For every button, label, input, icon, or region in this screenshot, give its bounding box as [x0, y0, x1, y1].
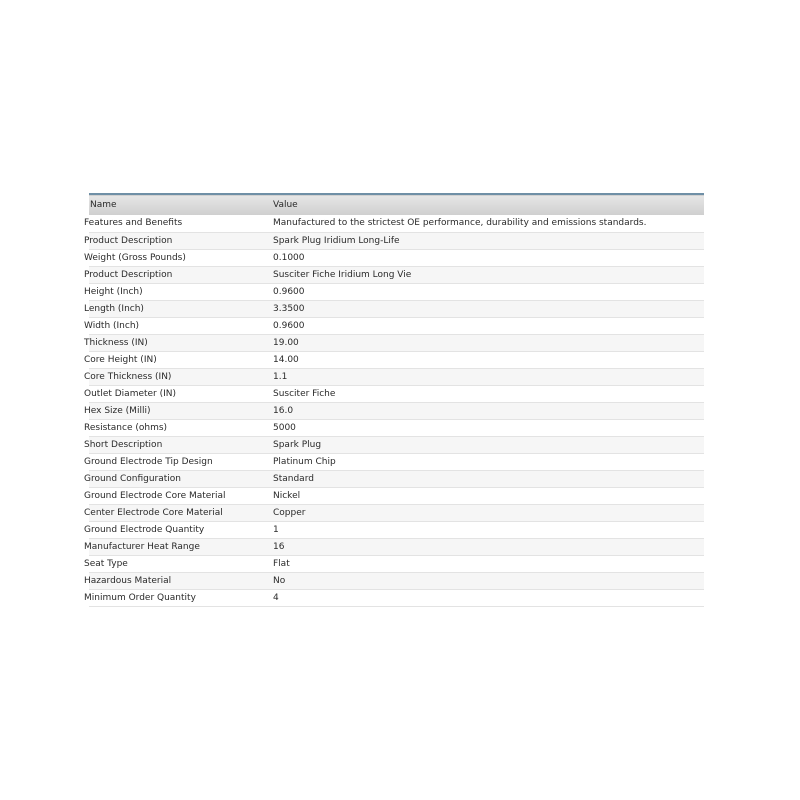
- table-row: [89, 249, 704, 266]
- property-value-cell: Spark Plug Iridium Long-Life: [273, 235, 400, 246]
- property-name-cell: Thickness (IN): [84, 337, 148, 348]
- property-name-cell: Resistance (ohms): [84, 422, 168, 433]
- table-row: [89, 419, 704, 436]
- property-value-cell: Susciter Fiche: [273, 388, 336, 399]
- property-name-cell: Seat Type: [84, 558, 128, 569]
- property-value-cell: 3.3500: [273, 303, 305, 314]
- property-name-cell: Minimum Order Quantity: [84, 592, 196, 603]
- property-value-cell: Standard: [273, 473, 314, 484]
- property-value-cell: 0.1000: [273, 252, 305, 263]
- table-row: [89, 555, 704, 572]
- property-value-cell: 1.1: [273, 371, 288, 382]
- property-value-cell: 16.0: [273, 405, 294, 416]
- property-name-cell: Product Description: [84, 269, 173, 280]
- property-value-cell: 19.00: [273, 337, 299, 348]
- property-value-cell: Susciter Fiche Iridium Long Vie: [273, 269, 412, 280]
- property-name-cell: Length (Inch): [84, 303, 144, 314]
- table-row: [89, 470, 704, 487]
- table-row: [89, 300, 704, 317]
- table-row: [89, 572, 704, 589]
- property-name-cell: Ground Electrode Core Material: [84, 490, 226, 501]
- property-name-cell: Core Height (IN): [84, 354, 157, 365]
- table-row: [89, 385, 704, 402]
- property-value-cell: Manufactured to the strictest OE performance, durability and emissions standards.: [273, 218, 647, 229]
- property-value-cell: Flat: [273, 558, 290, 569]
- property-name-cell: Ground Configuration: [84, 473, 182, 484]
- property-value-cell: 16: [273, 541, 285, 552]
- property-value-cell: 4: [273, 592, 279, 603]
- property-value-cell: Copper: [273, 507, 306, 518]
- table-row: [89, 266, 704, 283]
- property-name-cell: Manufacturer Heat Range: [84, 541, 200, 552]
- property-name-cell: Features and Benefits: [84, 218, 183, 229]
- property-name-cell: Outlet Diameter (IN): [84, 388, 177, 399]
- property-name-cell: Ground Electrode Quantity: [84, 524, 205, 535]
- property-name-cell: Core Thickness (IN): [84, 371, 172, 382]
- table-row: [89, 215, 704, 232]
- property-value-cell: Nickel: [273, 490, 301, 501]
- table-row: [89, 368, 704, 385]
- table-row: [89, 453, 704, 470]
- property-name-cell: Ground Electrode Tip Design: [84, 456, 213, 467]
- property-name-cell: Short Description: [84, 439, 163, 450]
- property-name-cell: Weight (Gross Pounds): [84, 252, 186, 263]
- table-row: [89, 538, 704, 555]
- table-row: [89, 402, 704, 419]
- property-value-cell: Platinum Chip: [273, 456, 336, 467]
- specifications-table: [84, 193, 704, 607]
- value-column-header[interactable]: Value: [273, 200, 298, 210]
- table-row: [89, 232, 704, 249]
- table-row: [89, 317, 704, 334]
- table-header: [89, 194, 704, 215]
- property-name-cell: Height (Inch): [84, 286, 143, 297]
- property-value-cell: 0.9600: [273, 320, 305, 331]
- property-name-cell: Width (Inch): [84, 320, 140, 331]
- property-value-cell: 14.00: [273, 354, 299, 365]
- table-row: [89, 589, 704, 606]
- table-row: [89, 283, 704, 300]
- property-name-cell: Hex Size (Milli): [84, 405, 151, 416]
- name-column-header[interactable]: Name: [90, 200, 117, 210]
- property-value-cell: 5000: [273, 422, 296, 433]
- table-row: [89, 504, 704, 521]
- property-name-cell: Product Description: [84, 235, 173, 246]
- property-value-cell: 1: [273, 524, 279, 535]
- table-row: [89, 487, 704, 504]
- table-body: [84, 215, 704, 606]
- property-value-cell: Spark Plug: [273, 439, 322, 450]
- table-row: [89, 521, 704, 538]
- table-row: [89, 436, 704, 453]
- property-value-cell: 0.9600: [273, 286, 305, 297]
- property-name-cell: Center Electrode Core Material: [84, 507, 223, 518]
- header-row: [89, 194, 704, 215]
- property-name-cell: Hazardous Material: [84, 575, 172, 586]
- property-value-cell: No: [273, 575, 286, 586]
- table-row: [89, 351, 704, 368]
- table-row: [89, 334, 704, 351]
